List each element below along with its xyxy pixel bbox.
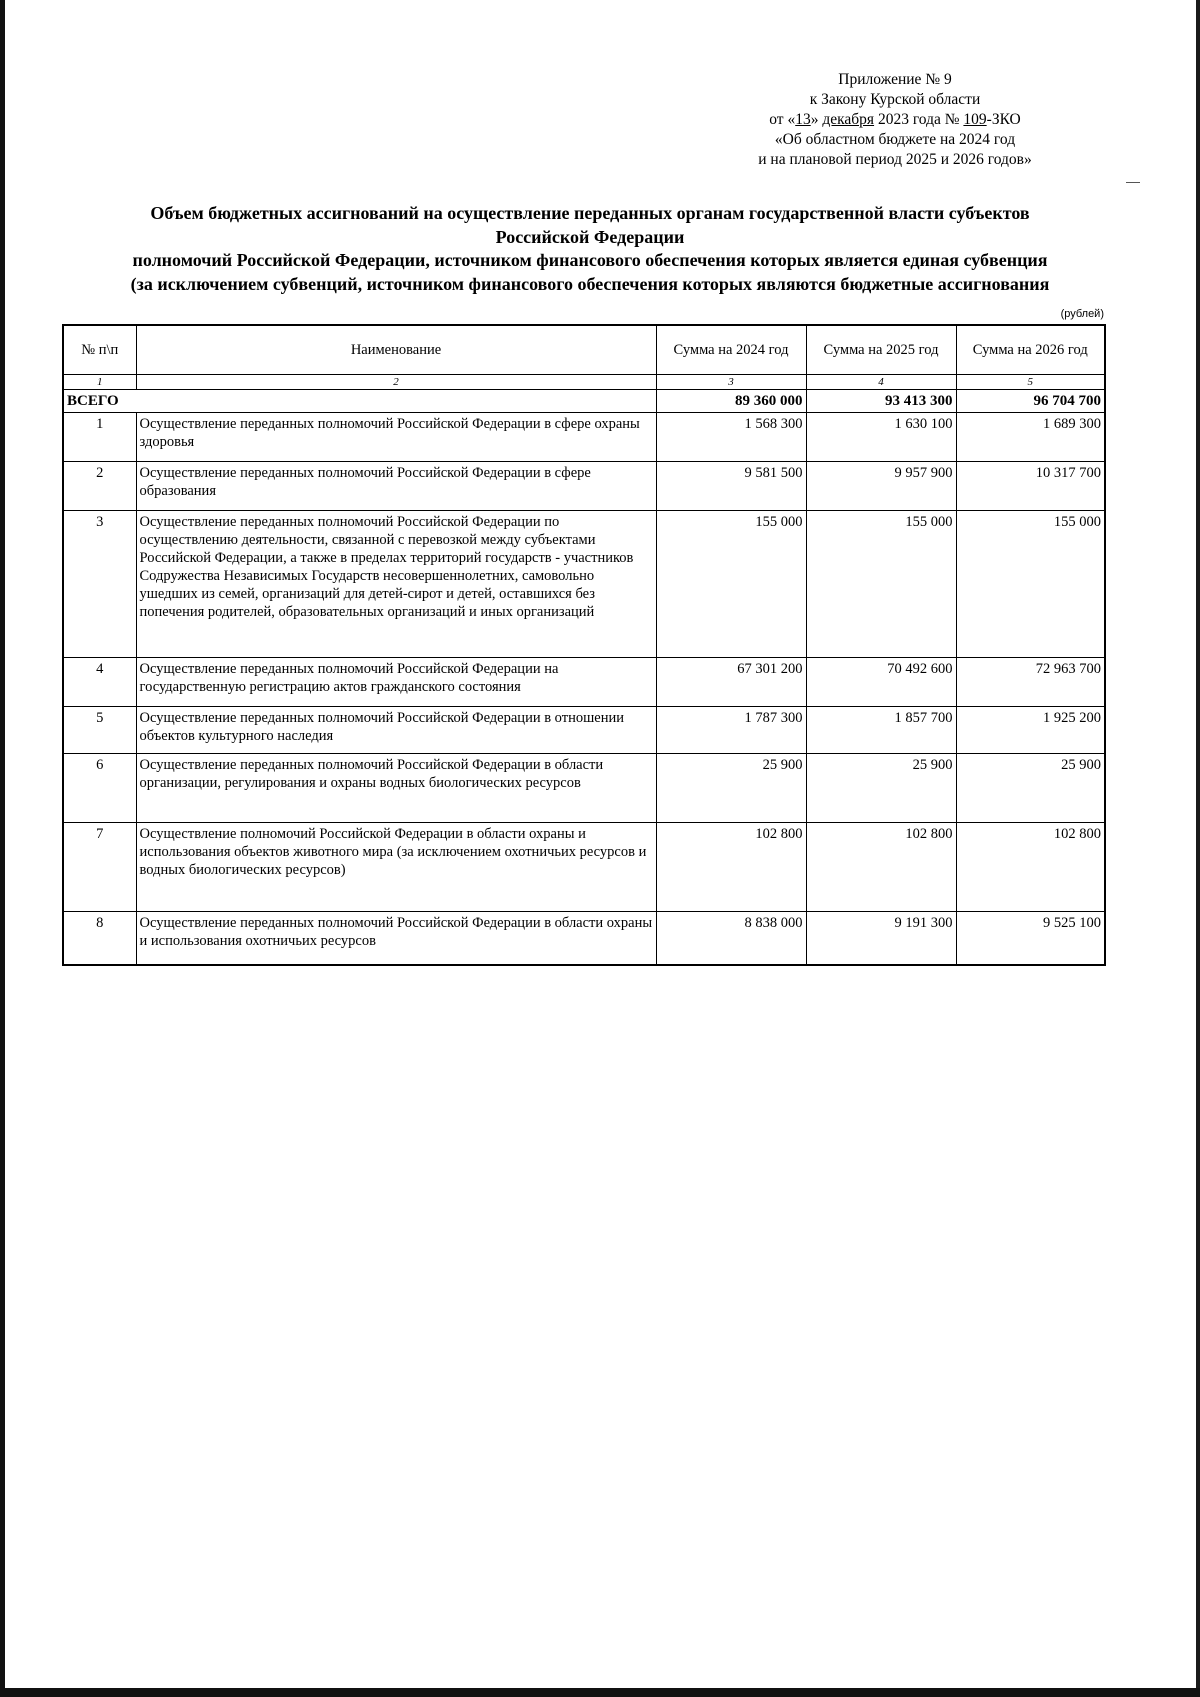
column-number: 3 — [656, 375, 806, 390]
total-label: ВСЕГО — [63, 390, 656, 413]
row-amount-2025: 102 800 — [806, 823, 956, 912]
title-line-3: полномочий Российской Федерации, источником финансового обеспечения которых является единая субвенция — [132, 250, 1048, 270]
row-name: Осуществление переданных полномочий Российской Федерации на государственную регистрацию актов гражданского состояния — [136, 658, 656, 707]
row-amount-2025: 9 957 900 — [806, 462, 956, 511]
column-number: 4 — [806, 375, 956, 390]
table-row — [63, 912, 1105, 966]
appendix-line-2: к Закону Курской области — [809, 91, 981, 108]
budget-table — [62, 324, 1106, 966]
appendix-law-suffix: -ЗКО — [986, 111, 1021, 128]
table-row — [63, 462, 1105, 511]
scan-mark — [1126, 182, 1140, 183]
row-number: 6 — [63, 754, 136, 823]
row-amount-2025: 1 857 700 — [806, 707, 956, 754]
title-line-4: (за исключением субвенций, источником финансового обеспечения которых являются бюджетные ассигнования — [130, 273, 1050, 294]
table-row — [63, 511, 1105, 658]
table-row — [63, 707, 1105, 754]
table-row — [63, 823, 1105, 912]
row-amount-2024: 8 838 000 — [656, 912, 806, 966]
header-2025: Сумма на 2025 год — [806, 325, 956, 375]
total-2026: 96 704 700 — [956, 390, 1105, 413]
scan-border-left — [0, 0, 5, 1697]
appendix-line-5: и на плановой период 2025 и 2026 годов» — [758, 151, 1032, 168]
row-amount-2026: 10 317 700 — [956, 462, 1105, 511]
appendix-month: декабря — [822, 111, 875, 128]
row-amount-2024: 102 800 — [656, 823, 806, 912]
row-amount-2025: 155 000 — [806, 511, 956, 658]
row-amount-2025: 70 492 600 — [806, 658, 956, 707]
row-amount-2024: 1 787 300 — [656, 707, 806, 754]
appendix-line-4: «Об областном бюджете на 2024 год — [774, 131, 1016, 148]
appendix-header — [705, 70, 1085, 170]
row-amount-2025: 1 630 100 — [806, 413, 956, 462]
appendix-date-mid2: 2023 года № — [874, 111, 964, 128]
row-amount-2026: 102 800 — [956, 823, 1105, 912]
row-number: 5 — [63, 707, 136, 754]
row-amount-2026: 1 689 300 — [956, 413, 1105, 462]
row-amount-2026: 1 925 200 — [956, 707, 1105, 754]
header-2026: Сумма на 2026 год — [956, 325, 1105, 375]
row-amount-2025: 25 900 — [806, 754, 956, 823]
total-row — [63, 390, 1105, 413]
table-header-row — [63, 325, 1105, 375]
row-amount-2026: 9 525 100 — [956, 912, 1105, 966]
column-number: 2 — [136, 375, 656, 390]
scan-border-bottom — [0, 1688, 1200, 1697]
row-amount-2025: 9 191 300 — [806, 912, 956, 966]
units-label: (рублей) — [1060, 308, 1104, 320]
row-number: 1 — [63, 413, 136, 462]
row-name: Осуществление переданных полномочий Российской Федерации в области организации, регулирования и охраны водных биологических ресурсов — [136, 754, 656, 823]
appendix-line-3 — [705, 110, 1085, 130]
row-name: Осуществление переданных полномочий Российской Федерации в сфере образования — [136, 462, 656, 511]
total-2025: 93 413 300 — [806, 390, 956, 413]
row-name: Осуществление переданных полномочий Российской Федерации в отношении объектов культурного наследия — [136, 707, 656, 754]
row-amount-2026: 25 900 — [956, 754, 1105, 823]
header-number: № п\п — [63, 325, 136, 375]
row-amount-2024: 1 568 300 — [656, 413, 806, 462]
column-number: 5 — [956, 375, 1105, 390]
row-number: 4 — [63, 658, 136, 707]
appendix-day: 13 — [795, 111, 811, 128]
appendix-line-1: Приложение № 9 — [838, 71, 952, 88]
appendix-date-mid1: » — [810, 111, 823, 128]
header-name: Наименование — [136, 325, 656, 375]
column-number: 1 — [63, 375, 136, 390]
appendix-law-number: 109 — [963, 111, 987, 128]
row-name: Осуществление переданных полномочий Российской Федерации в области охраны и использования охотничьих ресурсов — [136, 912, 656, 966]
row-number: 3 — [63, 511, 136, 658]
row-amount-2024: 25 900 — [656, 754, 806, 823]
row-amount-2026: 155 000 — [956, 511, 1105, 658]
row-name: Осуществление переданных полномочий Российской Федерации по осуществлению деятельности, связанной с перевозкой между субъектами Российской Федерации, а также в пределах территорий государств - участников Содружества Независимых Государств несовершеннолетних, самовольно ушедших из семей, организаций для детей-сирот и детей, оставшихся без попечения родителей, образовательных организаций и иных организаций — [136, 511, 656, 658]
table-row — [63, 754, 1105, 823]
total-2024: 89 360 000 — [656, 390, 806, 413]
row-number: 8 — [63, 912, 136, 966]
row-amount-2024: 67 301 200 — [656, 658, 806, 707]
scan-border-right — [1196, 0, 1200, 1697]
appendix-date-prefix: от « — [769, 111, 796, 128]
title-line-2: Российской Федерации — [495, 226, 685, 247]
table-row — [63, 658, 1105, 707]
document-title — [70, 202, 1110, 296]
column-numbers-row — [63, 375, 1105, 390]
row-amount-2026: 72 963 700 — [956, 658, 1105, 707]
row-number: 2 — [63, 462, 136, 511]
row-name: Осуществление переданных полномочий Российской Федерации в сфере охраны здоровья — [136, 413, 656, 462]
row-name: Осуществление полномочий Российской Федерации в области охраны и использования объектов животного мира (за исключением охотничьих ресурсов и водных биологических ресурсов) — [136, 823, 656, 912]
row-amount-2024: 9 581 500 — [656, 462, 806, 511]
title-line-1: Объем бюджетных ассигнований на осуществление переданных органам государственной власти субъектов — [150, 203, 1030, 223]
table-row — [63, 413, 1105, 462]
header-2024: Сумма на 2024 год — [656, 325, 806, 375]
row-number: 7 — [63, 823, 136, 912]
row-amount-2024: 155 000 — [656, 511, 806, 658]
